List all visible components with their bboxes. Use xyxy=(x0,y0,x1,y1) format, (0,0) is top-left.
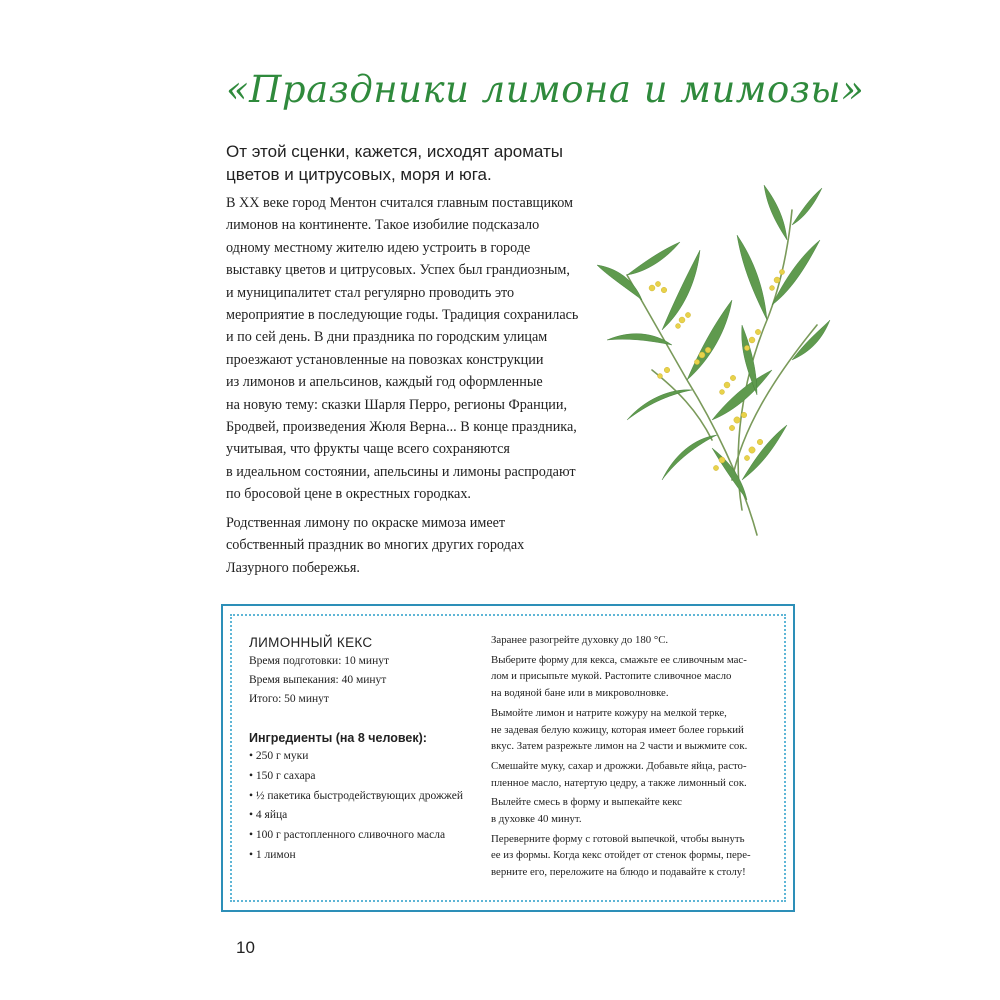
body-line: в идеальном состоянии, апельсины и лимоны распродают xyxy=(226,463,576,480)
ingredients-list xyxy=(249,747,479,866)
ingredient-item: • 4 яйца xyxy=(249,809,288,822)
step-line: пленное масло, натертую цедру, а также лимонный сок. xyxy=(491,776,747,789)
lead-line: От этой сценки, кажется, исходят ароматы xyxy=(226,142,564,161)
step-line: вкус. Затем разрежьте лимон на 2 части и выжмите сок. xyxy=(491,740,748,753)
body-line: одному местному жителю идею устроить в городе xyxy=(226,239,531,256)
recipe-summary xyxy=(249,634,479,866)
body-line: собственный праздник во многих других городах xyxy=(226,537,525,554)
recipe-box xyxy=(221,604,795,912)
body-line: на новую тему: сказки Шарля Перро, регионы Франции, xyxy=(226,396,568,413)
recipe-step xyxy=(491,794,781,827)
step-line: на водяной бане или в микроволновке. xyxy=(491,687,669,700)
body-line: Лазурного побережья. xyxy=(226,559,360,576)
recipe-title: ЛИМОННЫЙ КЕКС xyxy=(249,635,373,650)
step-line: Вылейте смесь в форму и выпекайте кекс xyxy=(491,796,682,809)
prep-time: Время подготовки: 10 минут xyxy=(249,655,390,667)
ingredients-title: Ингредиенты (на 8 человек): xyxy=(249,731,427,745)
recipe-step xyxy=(491,758,781,791)
body-line: проезжают установленные на повозках конструкции xyxy=(226,351,544,368)
lead-paragraph xyxy=(226,140,606,186)
step-line: Смешайте муку, сахар и дрожжи. Добавьте яйца, расто- xyxy=(491,759,747,772)
body-line: и муниципалитет стал регулярно проводить это xyxy=(226,284,515,301)
body-line: выставку цветов и цитрусовых. Успех был грандиозным, xyxy=(226,262,570,279)
body-line: учитывая, что фрукты чаще всего сохраняются xyxy=(226,441,510,458)
mimosa-paragraph xyxy=(226,512,586,579)
bake-time: Время выпекания: 40 минут xyxy=(249,674,387,686)
body-line: из лимонов и апельсинов, каждый год оформленные xyxy=(226,374,543,391)
ingredient-item: • ½ пакетика быстродействующих дрожжей xyxy=(249,789,463,802)
step-line: в духовке 40 минут. xyxy=(491,813,582,826)
page-title: «Праздники лимона и мимозы» xyxy=(226,68,865,111)
step-line: верните его, переложите на блюдо и подавайте к столу! xyxy=(491,866,746,879)
body-line: В XX веке город Ментон считался главным поставщиком xyxy=(226,195,574,211)
page-number: 10 xyxy=(236,938,255,957)
step-line: ее из формы. Когда кекс отойдет от стенок формы, пере- xyxy=(491,849,751,862)
recipe-step xyxy=(491,705,781,755)
body-line: Бродвей, произведения Жюля Верна... В конце праздника, xyxy=(226,419,577,436)
step-line: Заранее разогрейте духовку до 180 °С. xyxy=(491,634,669,646)
step-line: Выберите форму для кекса, смажьте ее сливочным мас- xyxy=(491,653,747,666)
body-paragraph xyxy=(226,192,586,506)
recipe-step xyxy=(491,831,781,881)
body-line: лимонов на континенте. Такое изобилие подсказало xyxy=(226,217,540,234)
ingredient-item: • 100 г растопленного сливочного масла xyxy=(249,829,446,842)
step-line: не задевая белую кожицу, которая имеет более горький xyxy=(491,723,744,736)
recipe-step xyxy=(491,652,781,702)
body-line: мероприятие в последующие годы. Традиция сохранилась xyxy=(226,307,579,324)
ingredient-item: • 250 г муки xyxy=(249,750,309,762)
step-line: Переверните форму с готовой выпечкой, чтобы вынуть xyxy=(491,832,745,845)
recipe-step xyxy=(491,632,781,649)
body-line: Родственная лимону по окраске мимоза имеет xyxy=(226,515,506,531)
ingredient-item: • 1 лимон xyxy=(249,848,296,861)
mimosa-branch-illustration xyxy=(592,180,832,540)
recipe-steps xyxy=(491,632,781,884)
ingredient-item: • 150 г сахара xyxy=(249,769,316,782)
total-time: Итого: 50 минут xyxy=(249,693,329,705)
body-line: по бросовой цене в окрестных городках. xyxy=(226,486,471,503)
lead-line: цветов и цитрусовых, моря и юга. xyxy=(226,165,492,184)
body-line: и по сей день. В дни праздника по городским улицам xyxy=(226,329,548,346)
step-line: Вымойте лимон и натрите кожуру на мелкой терке, xyxy=(491,706,727,719)
recipe-times xyxy=(249,652,479,709)
step-line: лом и присыпьте мукой. Растопите сливочное масло xyxy=(491,670,732,683)
